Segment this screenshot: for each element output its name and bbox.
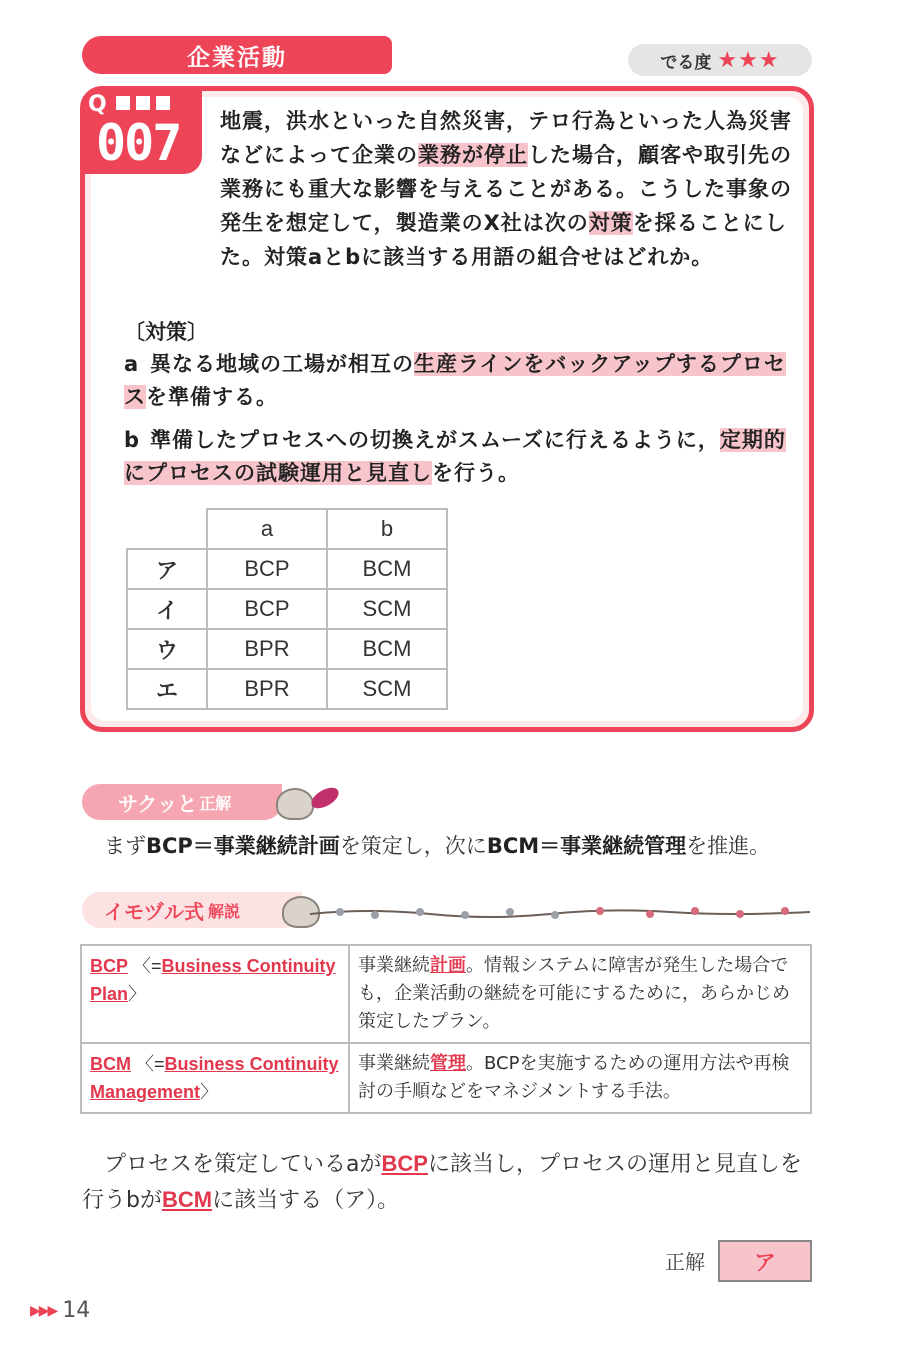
glossary-term: BCP 〈=Business Continuity Plan〉 [81,945,349,1043]
quick-answer-text: まずBCP＝事業継続計画を策定し，次にBCM＝事業継続管理を推進。 [104,834,771,858]
correct-answer-label: 正解 [665,1250,705,1274]
vine-decoration-icon [310,906,810,920]
checkbox-icons [116,96,170,110]
section-title: 企業活動 [82,36,392,74]
mascot-icon [276,788,314,820]
question-text: 地震，洪水といった自然災害，テロ行為といった人為災害などによって企業の業務が停止した場合，顧客や取引先の業務にも重大な影響を与えることがある。こうした事象の発生を想定して，製造業のX社は次の対策を採ることにした。対策aとbに該当する用語の組合せはどれか。 [220,109,792,269]
glossary-table [80,944,812,1114]
page-number: ▶▶▶ 14 [30,1298,91,1323]
table-row [81,945,811,1043]
glossary-description: 事業継続管理。BCPを実施するための運用方法や再検討の手順などをマネジメントする手法。 [349,1043,811,1113]
glossary-description: 事業継続計画。情報システムに障害が発生した場合でも，企業活動の継続を可能にするために，あらかじめ策定したプラン。 [349,945,811,1043]
measure-a: a 異なる地域の工場が相互の生産ラインをバックアップするプロセスを準備する。 [124,352,786,409]
table-header-row: a b [127,509,447,549]
conclusion-text: プロセスを策定しているaがBCPに該当し，プロセスの運用と見直しを行うbがBCMに該当する（ア）。 [82,1151,802,1213]
star-icon: ★★★ [717,47,780,73]
options-table [126,508,448,710]
correct-answer-value: ア [718,1240,812,1282]
measures-heading: 〔対策〕 [124,320,208,344]
table-row: ア BCP BCM [127,549,447,589]
question-label: Q [88,92,107,117]
measure-b: b 準備したプロセスへの切換えがスムーズに行えるように，定期的にプロセスの試験運用と見直しを行う。 [124,428,786,485]
table-row: ウ BPR BCM [127,629,447,669]
question-number: 007 [96,114,181,172]
frequency-badge [628,44,812,76]
arrow-icon: ▶▶▶ [30,1302,57,1319]
table-row [81,1043,811,1113]
glossary-term: BCM 〈=Business Continuity Management〉 [81,1043,349,1113]
table-row: エ BPR SCM [127,669,447,709]
frequency-label: でる度 [660,52,712,73]
explanation-label: イモヅル式 解説 [82,892,302,928]
quick-answer-label: サクッと 正解 [82,784,282,820]
table-row: イ BCP SCM [127,589,447,629]
